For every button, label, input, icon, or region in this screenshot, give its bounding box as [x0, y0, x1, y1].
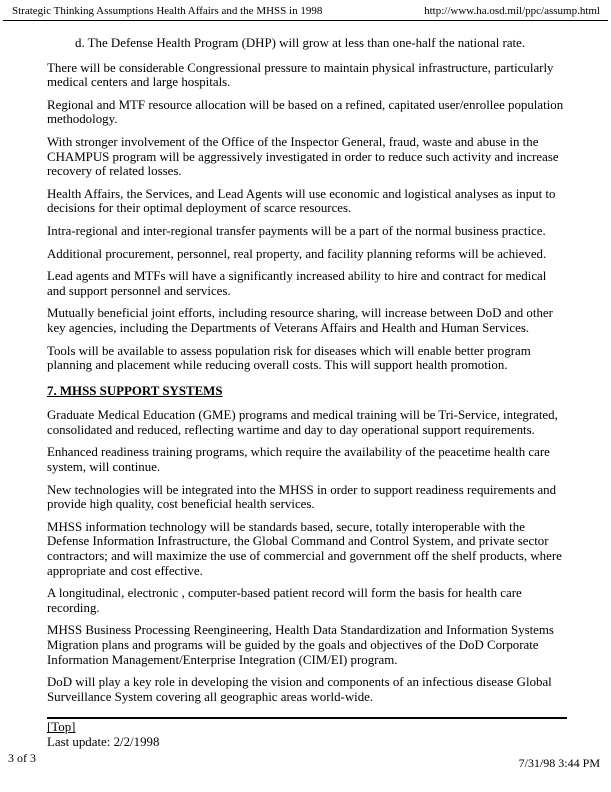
support-paragraph: New technologies will be integrated into the MHSS in order to support readiness requirements and provide high quality, cost beneficial health services.: [47, 482, 557, 512]
assumption-paragraph: Lead agents and MTFs will have a significantly increased ability to hire and contract for medical and support personnel and services.: [47, 269, 547, 298]
print-timestamp: 7/31/98 3:44 PM: [518, 756, 600, 770]
assumption-paragraph: Intra-regional and inter-regional transfer payments will be a part of the normal business practice.: [47, 223, 546, 238]
assumption-paragraph: Mutually beneficial joint efforts, including resource sharing, will increase between DoD and other key agencies, including the Departments of Veterans Affairs and Health and Human Services.: [47, 306, 553, 335]
bottom-divider: [47, 717, 567, 719]
support-paragraph: Graduate Medical Education (GME) programs and medical training will be Tri-Service, integrated, consolidated and reduced, reflecting wartime and day to day operational support requirements.: [47, 408, 558, 437]
print-header: [3, 0, 608, 21]
document-title: Strategic Thinking Assumptions Health Affairs and the MHSS in 1998: [12, 5, 323, 17]
support-paragraph: A longitudinal, electronic , computer-based patient record will form the basis for health care recording.: [47, 586, 522, 615]
page-number: 3 of 3: [8, 751, 36, 765]
assumption-paragraph: Health Affairs, the Services, and Lead Agents will use economic and logistical analyses as input to decisions for their optimal deployment of scarce resources.: [47, 186, 556, 216]
list-item-d: d. The Defense Health Program (DHP) will grow at less than one-half the national rate.: [75, 36, 526, 50]
assumption-paragraph: Tools will be available to assess population risk for diseases which will enable better program planning and placement while reducing overall costs. This will support health promotion.: [47, 343, 531, 373]
assumption-paragraph: With stronger involvement of the Office of the Inspector General, fraud, waste and abuse in the CHAMPUS program will be aggressively investigated in order to reduce such activity and increase recovery of related losses.: [47, 134, 559, 179]
document-body: [0, 21, 611, 750]
assumption-paragraph: Regional and MTF resource allocation will be based on a refined, capitated user/enrollee population methodology.: [47, 97, 564, 127]
support-paragraph: MHSS information technology will be standards based, secure, totally interoperable with the Defense Information Infrastructure, the Global Command and Control System, and private sector contractors; and will maximize the use of commercial and government off the shelf products, where appropriate and cost effective.: [47, 519, 562, 578]
section-heading: 7. MHSS SUPPORT SYSTEMS: [47, 383, 223, 398]
support-paragraph: Enhanced readiness training programs, which require the availability of the peacetime health care system, will continue.: [47, 445, 550, 475]
assumption-paragraph: Additional procurement, personnel, real property, and facility planning reforms will be achieved.: [47, 246, 547, 261]
document-url: http://www.ha.osd.mil/ppc/assump.html: [424, 5, 600, 17]
assumption-paragraph: There will be considerable Congressional pressure to maintain physical infrastructure, particularly medical centers and large hospitals.: [47, 60, 554, 90]
support-paragraph: DoD will play a key role in developing the vision and components of an infectious disease Global Surveillance System covering all geographic areas world-wide.: [47, 675, 552, 704]
last-update: Last update: 2/2/1998: [47, 735, 160, 750]
top-link[interactable]: [Top]: [47, 720, 76, 735]
support-paragraph: MHSS Business Processing Reengineering, Health Data Standardization and Information Systems Migration plans and programs will be guided by the goals and objectives of the DoD Corporate Information Management/Enterprise Integration (CIM/EI) program.: [47, 623, 554, 667]
